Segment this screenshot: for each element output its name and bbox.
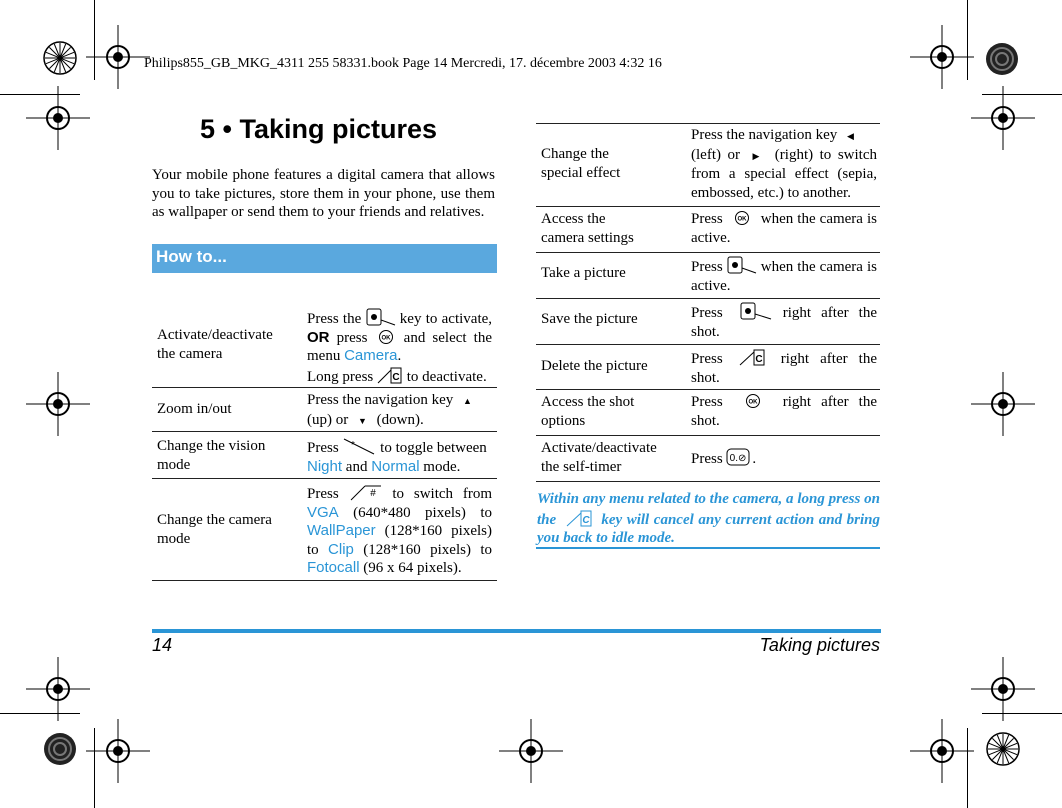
svg-text:#: # bbox=[369, 488, 376, 499]
ok-key-icon bbox=[727, 210, 757, 226]
action-label: Delete the picture bbox=[541, 358, 648, 374]
c-key-icon bbox=[561, 509, 597, 527]
page-title: 5 • Taking pictures bbox=[200, 114, 438, 144]
action-label: Change the camera mode bbox=[157, 512, 272, 547]
camera-key-icon bbox=[366, 308, 396, 326]
svg-text:0.⊘: 0.⊘ bbox=[730, 453, 747, 464]
intro-paragraph: Your mobile phone features a digital camera that allows you to take pictures, store them in your phone, use them as wallpaper or send them to your friends and relatives. bbox=[152, 167, 495, 220]
svg-text:C: C bbox=[755, 354, 763, 365]
hash-key-icon bbox=[349, 483, 383, 501]
action-description: Press when the camera is active. bbox=[691, 256, 877, 295]
running-head: Philips855_GB_MKG_4311 255 58331.book Page 14 Mercredi, 17. décembre 2003 4:32 16 bbox=[144, 56, 662, 71]
action-description: Press OK when the camera is active. bbox=[691, 211, 878, 246]
svg-text:C: C bbox=[582, 514, 590, 526]
camera-key-icon bbox=[733, 302, 773, 320]
action-label: Take a picture bbox=[541, 265, 626, 281]
action-label: Access the camera settings bbox=[541, 211, 634, 246]
action-label: Change the vision mode bbox=[157, 438, 266, 473]
footer-rule bbox=[152, 629, 881, 633]
ok-key-icon bbox=[375, 329, 397, 345]
svg-text:OK: OK bbox=[737, 216, 747, 223]
nav-up-icon: ▲ bbox=[462, 396, 472, 406]
camera-key-icon bbox=[727, 256, 757, 274]
action-description: Press 0.⊘ . bbox=[691, 448, 877, 469]
action-label: Change the special effect bbox=[541, 146, 621, 181]
svg-text:OK: OK bbox=[748, 399, 758, 406]
c-key-icon bbox=[377, 366, 403, 384]
zero-key-icon bbox=[726, 448, 752, 466]
action-description: Press the navigation key ◀ (left) or ▶ (right) to switch from a special effect (sepia, embossed, etc.) to another. bbox=[691, 127, 877, 201]
page-number: 14 bbox=[152, 635, 173, 655]
svg-text:*: * bbox=[351, 440, 356, 451]
camera-note: Within any menu related to the camera, a long press on the C key will cancel any current action and bring you back to idle mode. bbox=[537, 491, 880, 546]
c-key-icon bbox=[734, 348, 770, 366]
action-label: Activate/deactivate the camera bbox=[157, 327, 273, 362]
action-description: Press the navigation key ▲ (up) or ▼ (down). bbox=[307, 391, 492, 430]
action-description: Press the key to activate, OR press OK and select the menu Camera. Long press C to deactivate. bbox=[307, 308, 492, 386]
action-description: Press C right after the shot. bbox=[691, 348, 877, 387]
svg-text:OK: OK bbox=[381, 335, 391, 341]
nav-right-icon: ▶ bbox=[752, 150, 763, 161]
note-underline bbox=[536, 547, 880, 549]
footer-section-title: Taking pictures bbox=[759, 635, 880, 655]
action-description: Press # to switch from VGA (640*480 pixels) to WallPaper (128*160 pixels) to Clip (128*160 pixels) to Fotocall (96 x 64 pixels). bbox=[307, 483, 492, 578]
action-label: Save the picture bbox=[541, 311, 638, 327]
nav-down-icon: ▼ bbox=[358, 415, 367, 426]
action-description: Press OK right after the shot. bbox=[691, 394, 877, 429]
action-label: Activate/deactivate the self-timer bbox=[541, 440, 657, 475]
nav-left-icon: ◀ bbox=[846, 131, 854, 141]
star-key-icon bbox=[342, 437, 376, 455]
action-label: Zoom in/out bbox=[157, 401, 232, 417]
action-description: Press * to toggle between Night and Normal mode. bbox=[307, 437, 495, 476]
ok-key-icon bbox=[733, 393, 773, 409]
how-to-banner: How to... bbox=[152, 244, 497, 273]
action-description: Press right after the shot. bbox=[691, 302, 877, 341]
action-label: Access the shot options bbox=[541, 394, 635, 429]
svg-text:C: C bbox=[392, 371, 400, 383]
